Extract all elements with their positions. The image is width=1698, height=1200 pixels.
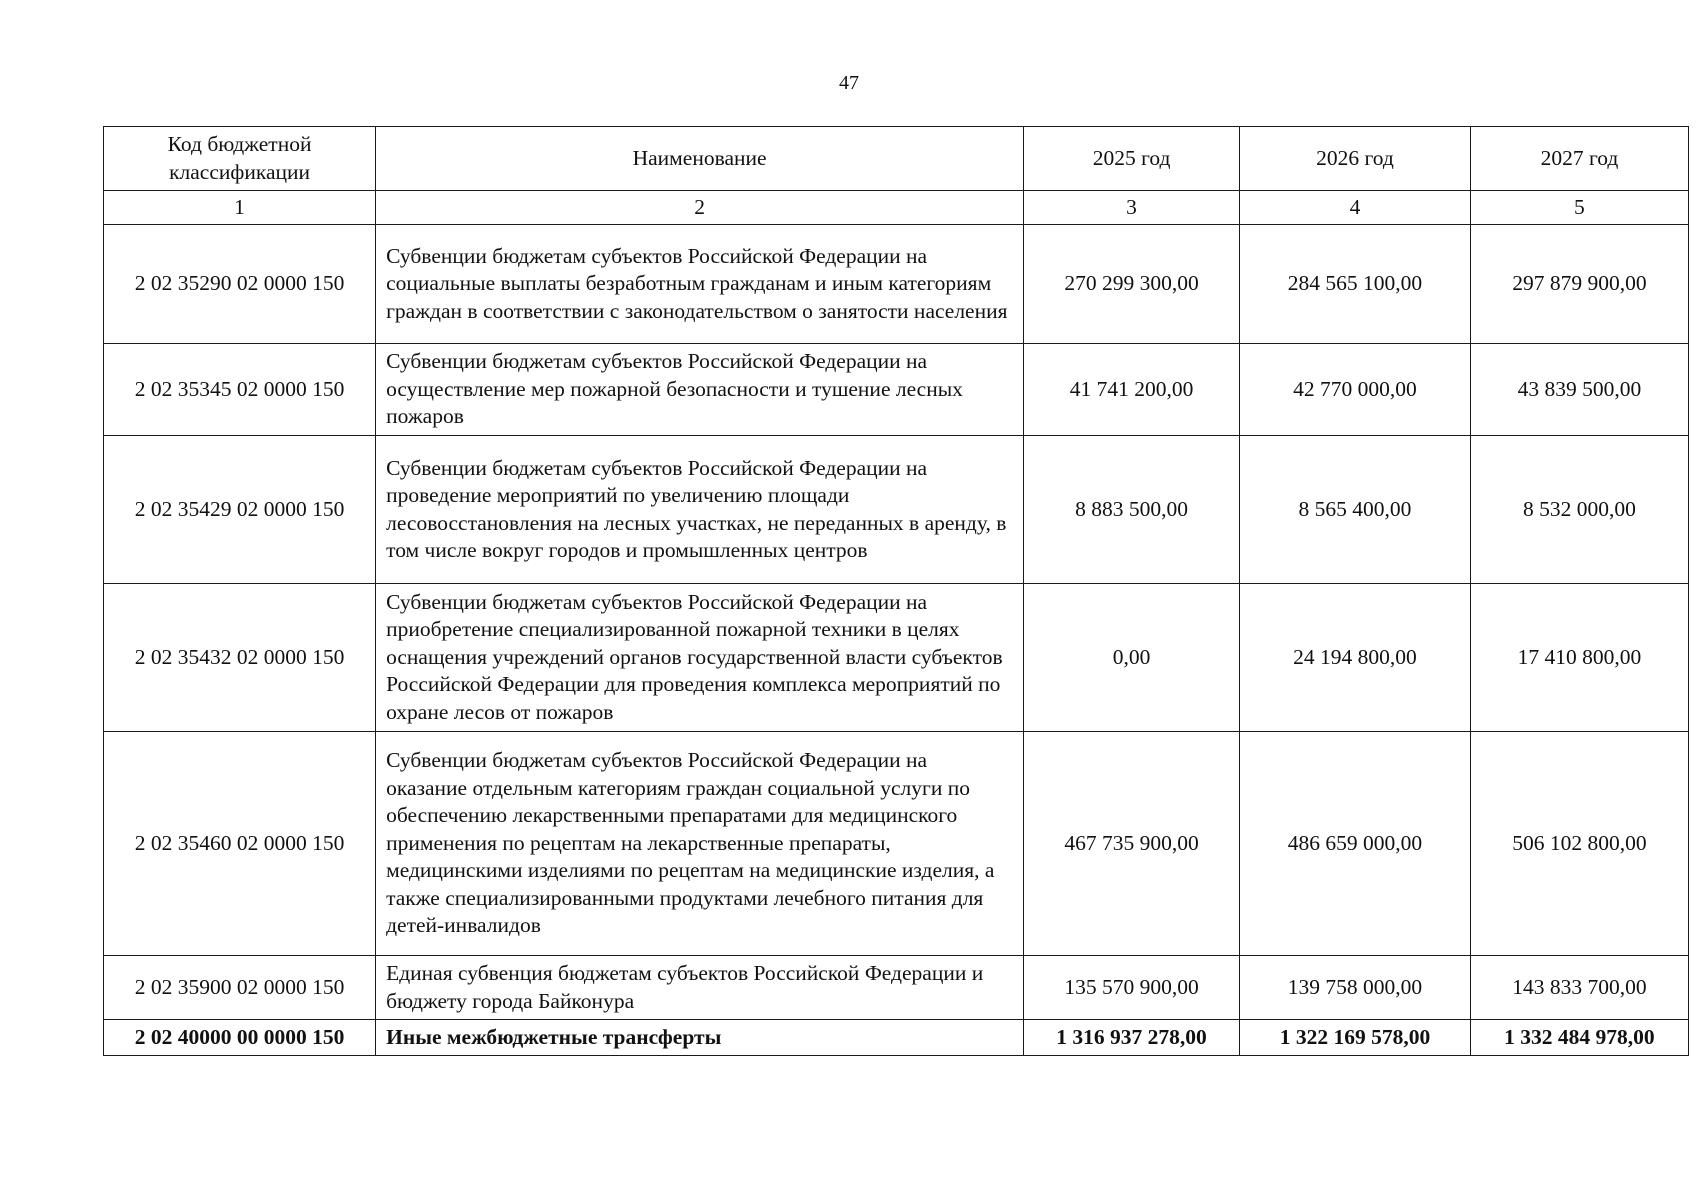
table-row (104, 956, 1689, 1020)
budget-code: 2 02 35345 02 0000 150 (104, 344, 376, 436)
amount-2025: 8 883 500,00 (1024, 436, 1240, 584)
item-name: Субвенции бюджетам субъектов Российской Федерации на социальные выплаты безработным гражданам и иным категориям граждан в соответствии с законодательством о занятости населения (376, 225, 1024, 344)
budget-code: 2 02 40000 00 0000 150 (104, 1020, 376, 1056)
table-row (104, 584, 1689, 732)
column-number: 5 (1470, 191, 1688, 225)
amount-2027: 1 332 484 978,00 (1470, 1020, 1688, 1056)
header-code: Код бюджетной классификации (104, 127, 376, 191)
header-name: Наименование (376, 127, 1024, 191)
amount-2026: 1 322 169 578,00 (1240, 1020, 1471, 1056)
table-row-total (104, 1020, 1689, 1056)
item-name: Субвенции бюджетам субъектов Российской Федерации на приобретение специализированной пожарной техники в целях оснащения учреждений органов государственной власти субъектов Российской Федерации для проведения комплекса мероприятий по охране лесов от пожаров (376, 584, 1024, 732)
column-number: 4 (1240, 191, 1471, 225)
amount-2026: 139 758 000,00 (1240, 956, 1471, 1020)
amount-2026: 42 770 000,00 (1240, 344, 1471, 436)
table-row (104, 344, 1689, 436)
header-2025: 2025 год (1024, 127, 1240, 191)
amount-2027: 8 532 000,00 (1470, 436, 1688, 584)
amount-2026: 486 659 000,00 (1240, 732, 1471, 956)
budget-table (103, 126, 1689, 1056)
page-number: 47 (839, 72, 859, 94)
header-2026: 2026 год (1240, 127, 1471, 191)
amount-2027: 43 839 500,00 (1470, 344, 1688, 436)
amount-2026: 8 565 400,00 (1240, 436, 1471, 584)
column-number-row (104, 191, 1689, 225)
item-name: Субвенции бюджетам субъектов Российской Федерации на осуществление мер пожарной безопасности и тушение лесных пожаров (376, 344, 1024, 436)
budget-code: 2 02 35900 02 0000 150 (104, 956, 376, 1020)
item-name: Иные межбюджетные трансферты (376, 1020, 1024, 1056)
table-header-row (104, 127, 1689, 191)
table-row (104, 732, 1689, 956)
table-row (104, 436, 1689, 584)
item-name: Единая субвенция бюджетам субъектов Российской Федерации и бюджету города Байконура (376, 956, 1024, 1020)
amount-2025: 1 316 937 278,00 (1024, 1020, 1240, 1056)
amount-2027: 297 879 900,00 (1470, 225, 1688, 344)
amount-2025: 135 570 900,00 (1024, 956, 1240, 1020)
item-name: Субвенции бюджетам субъектов Российской Федерации на проведение мероприятий по увеличению площади лесовосстановления на лесных участках, не переданных в аренду, в том числе вокруг городов и промышленных центров (376, 436, 1024, 584)
header-2027: 2027 год (1470, 127, 1688, 191)
column-number: 1 (104, 191, 376, 225)
table-row (104, 225, 1689, 344)
amount-2027: 17 410 800,00 (1470, 584, 1688, 732)
budget-code: 2 02 35432 02 0000 150 (104, 584, 376, 732)
amount-2025: 467 735 900,00 (1024, 732, 1240, 956)
item-name: Субвенции бюджетам субъектов Российской Федерации на оказание отдельным категориям граждан социальной услуги по обеспечению лекарственными препаратами для медицинского применения по рецептам на лекарственные препараты, медицинскими изделиями по рецептам на медицинские изделия, а также специализированными продуктами лечебного питания для детей-инвалидов (376, 732, 1024, 956)
amount-2027: 143 833 700,00 (1470, 956, 1688, 1020)
amount-2025: 0,00 (1024, 584, 1240, 732)
budget-code: 2 02 35290 02 0000 150 (104, 225, 376, 344)
amount-2025: 41 741 200,00 (1024, 344, 1240, 436)
amount-2026: 284 565 100,00 (1240, 225, 1471, 344)
amount-2025: 270 299 300,00 (1024, 225, 1240, 344)
budget-code: 2 02 35429 02 0000 150 (104, 436, 376, 584)
column-number: 3 (1024, 191, 1240, 225)
budget-code: 2 02 35460 02 0000 150 (104, 732, 376, 956)
amount-2027: 506 102 800,00 (1470, 732, 1688, 956)
amount-2026: 24 194 800,00 (1240, 584, 1471, 732)
column-number: 2 (376, 191, 1024, 225)
